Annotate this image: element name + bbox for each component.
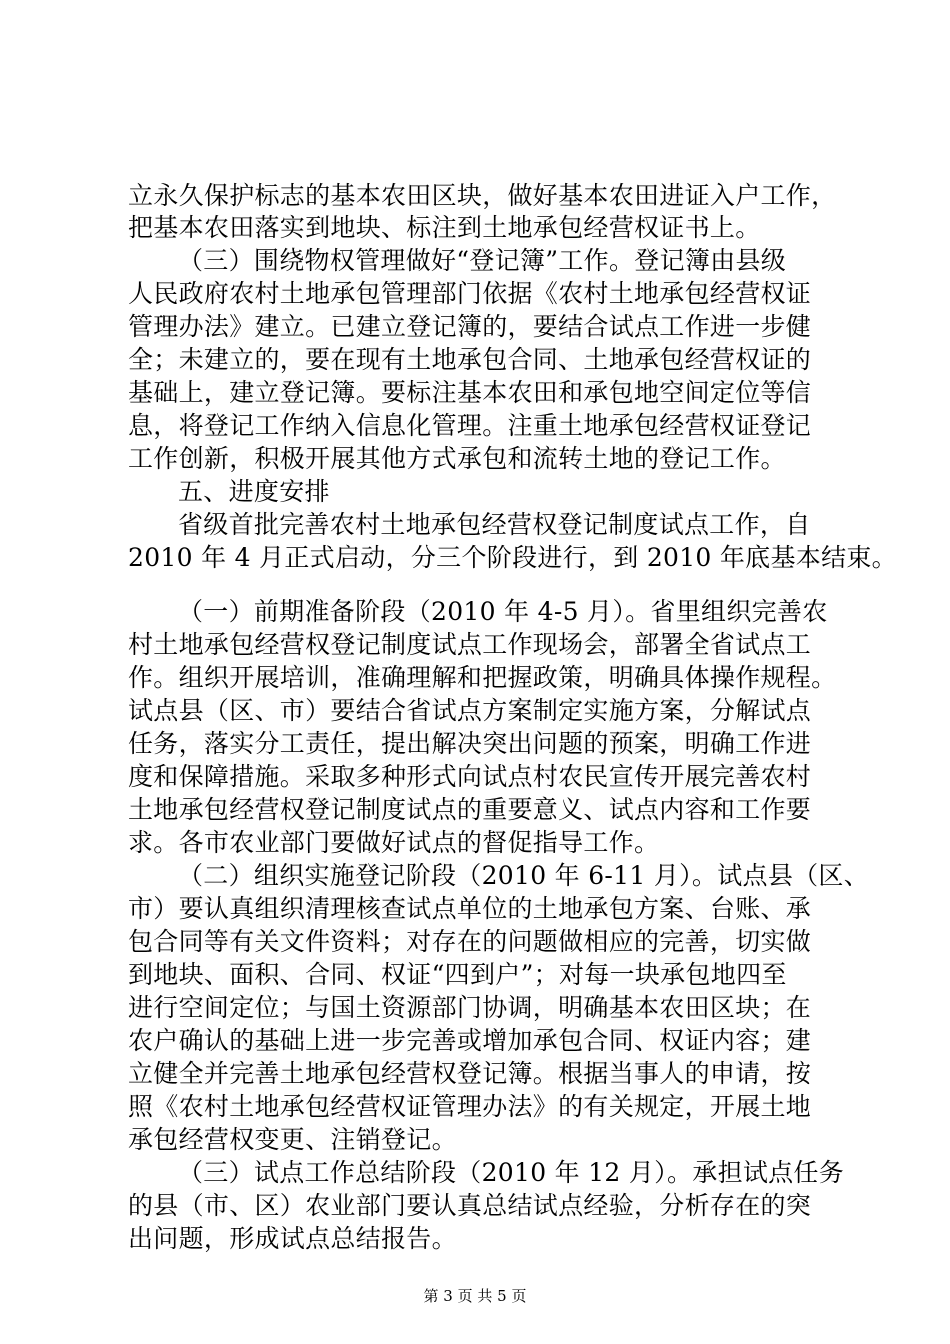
text-line: 求。各市农业部门要做好试点的督促指导工作。: [128, 828, 660, 857]
text-line: （一）前期准备阶段（2010 年 4-5 月）。省里组织完善农: [178, 597, 828, 626]
text-line: （三）围绕物权管理做好“登记簿”工作。登记簿由县级: [178, 246, 787, 275]
text-line: 息，将登记工作纳入信息化管理。注重土地承包经营权证登记: [128, 411, 812, 440]
text-line: 的县（市、区）农业部门要认真总结试点经验，分析存在的突: [128, 1191, 812, 1220]
text-line: 出问题，形成试点总结报告。: [128, 1224, 457, 1253]
text-line: 管理办法》建立。已建立登记簿的，要结合试点工作进一步健: [128, 312, 812, 341]
text-line: 立永久保护标志的基本农田区块，做好基本农田进证入户工作，: [128, 181, 837, 210]
text-line: 试点县（区、市）要结合省试点方案制定实施方案，分解试点: [128, 696, 812, 725]
text-line: （三）试点工作总结阶段（2010 年 12 月）。承担试点任务: [178, 1158, 845, 1187]
text-line: （二）组织实施登记阶段（2010 年 6-11 月）。试点县（区、: [178, 861, 870, 890]
text-line: 农户确认的基础上进一步完善或增加承包合同、权证内容；建: [128, 1026, 812, 1055]
text-line: 照《农村土地承包经营权证管理办法》的有关规定，开展土地: [128, 1092, 812, 1121]
text-line: 工作创新，积极开展其他方式承包和流转土地的登记工作。: [128, 444, 786, 473]
text-line: 土地承包经营权登记制度试点的重要意义、试点内容和工作要: [128, 795, 812, 824]
text-line: 市）要认真组织清理核查试点单位的土地承包方案、台账、承: [128, 894, 812, 923]
text-line: 2010 年 4 月正式启动，分三个阶段进行，到 2010 年底基本结束。: [128, 543, 897, 572]
text-line: 村土地承包经营权登记制度试点工作现场会，部署全省试点工: [128, 630, 812, 659]
page-footer: 第 3 页 共 5 页: [423, 1287, 527, 1305]
text-line: 度和保障措施。采取多种形式向试点村农民宣传开展完善农村: [128, 762, 812, 791]
text-line: 立健全并完善土地承包经营权登记簿。根据当事人的申请，按: [128, 1059, 812, 1088]
text-line: 任务，落实分工责任，提出解决突出问题的预案，明确工作进: [128, 729, 812, 758]
text-line: 作。组织开展培训，准确理解和把握政策，明确具体操作规程。: [128, 663, 837, 692]
text-line: 基础上，建立登记簿。要标注基本农田和承包地空间定位等信: [128, 378, 812, 407]
text-line: 人民政府农村土地承包管理部门依据《农村土地承包经营权证: [128, 279, 812, 308]
text-line: 到地块、面积、合同、权证“四到户”；对每一块承包地四至: [128, 960, 787, 989]
text-line: 全；未建立的，要在现有土地承包合同、土地承包经营权证的: [128, 345, 812, 374]
text-line: 进行空间定位；与国土资源部门协调，明确基本农田区块；在: [128, 993, 812, 1022]
text-line: 把基本农田落实到地块、标注到土地承包经营权证书上。: [128, 213, 761, 242]
text-line: 省级首批完善农村土地承包经营权登记制度试点工作，自: [178, 510, 811, 539]
text-line: 承包经营权变更、注销登记。: [128, 1125, 457, 1154]
text-line: 包合同等有关文件资料；对存在的问题做相应的完善，切实做: [128, 927, 812, 956]
section-heading: 五、进度安排: [178, 477, 330, 506]
